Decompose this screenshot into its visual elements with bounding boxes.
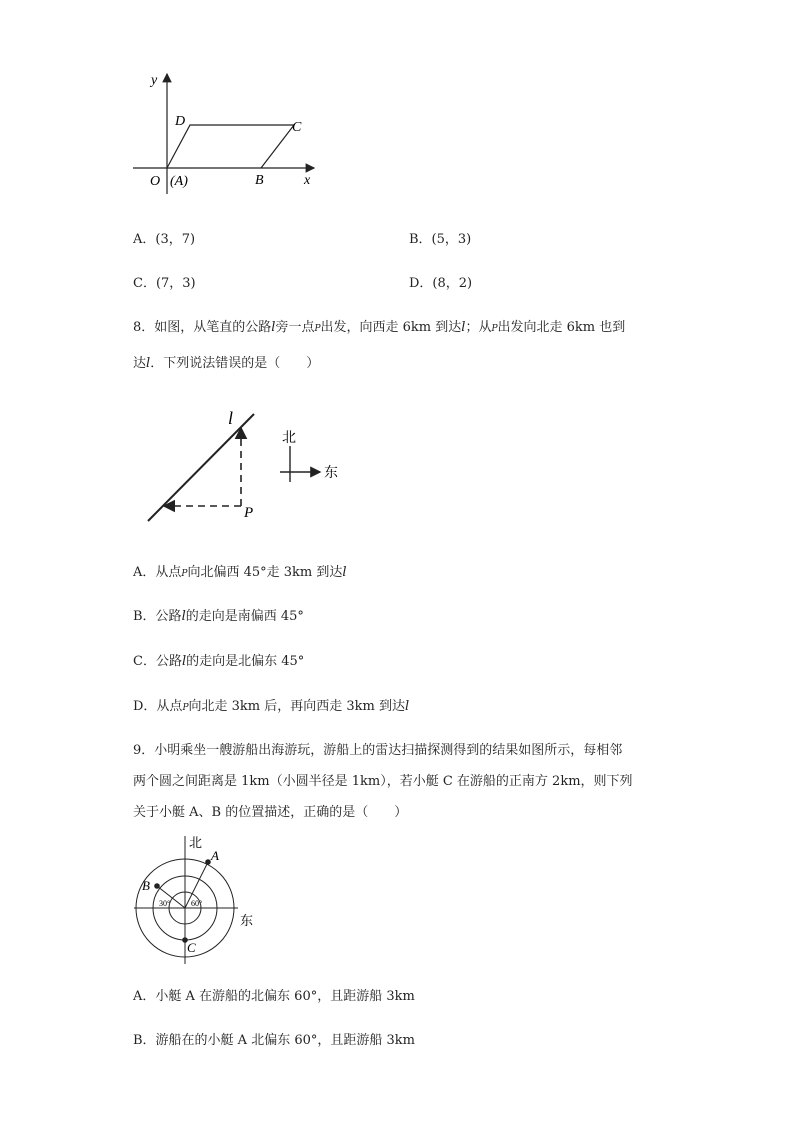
radar-north: 北 bbox=[189, 835, 203, 850]
point-b bbox=[154, 883, 160, 889]
var-l: l bbox=[404, 699, 410, 714]
q7-option-a: A．(3，7) bbox=[133, 232, 196, 247]
q9-stem-line2: 两个圆之间距离是 1km（小圆半径是 1km），若小艇 C 在游船的正南方 2km，则下列 bbox=[133, 774, 633, 789]
var-p: P bbox=[182, 703, 189, 713]
var-l: l bbox=[342, 565, 347, 580]
label-b: B bbox=[142, 878, 150, 893]
q8-text: 8．如图，从笔直的公路 bbox=[133, 320, 272, 335]
point-d-label: D bbox=[175, 114, 186, 129]
q8-option-a bbox=[133, 561, 347, 580]
q8-option-c bbox=[133, 650, 304, 669]
q8-stem-line1 bbox=[133, 316, 625, 335]
parallelogram-shape bbox=[167, 125, 294, 168]
angle-30: 30° bbox=[159, 899, 171, 908]
point-b-label: B bbox=[255, 173, 264, 188]
compass-north: 北 bbox=[282, 431, 296, 446]
var-l: l bbox=[271, 320, 276, 335]
parallelogram-figure bbox=[128, 68, 328, 198]
q7-option-d: D．(8，2) bbox=[409, 276, 473, 291]
var-l: l bbox=[181, 609, 186, 624]
var-l: l bbox=[146, 356, 151, 371]
var-l: l bbox=[181, 654, 187, 669]
q8-text: A．从点 bbox=[133, 565, 182, 580]
label-l: l bbox=[228, 408, 234, 428]
radar-east: 东 bbox=[240, 913, 254, 928]
q8-text: 达 bbox=[133, 356, 147, 371]
road-figure bbox=[140, 402, 350, 527]
point-c-label: C bbox=[292, 120, 302, 135]
q7-option-c: C．(7，3) bbox=[133, 276, 196, 291]
q8-text: 的走向是南偏西 45° bbox=[185, 609, 304, 624]
q8-text: D．从点 bbox=[133, 699, 183, 714]
q9-stem-line3: 关于小艇 A、B 的位置描述，正确的是（ ） bbox=[133, 805, 408, 820]
q8-text: 旁一点 bbox=[275, 320, 315, 335]
q7-option-b: B．(5，3) bbox=[409, 232, 472, 247]
q8-option-b bbox=[133, 605, 304, 624]
var-l: l bbox=[461, 320, 466, 335]
compass-east: 东 bbox=[324, 466, 338, 481]
var-p: P bbox=[314, 324, 321, 334]
q8-text: 向北走 3km 后，再向西走 3km 到达 bbox=[188, 699, 405, 714]
q8-text: B．公路 bbox=[133, 609, 182, 624]
q8-stem-line2 bbox=[133, 352, 319, 371]
road-l bbox=[148, 414, 254, 521]
label-c: C bbox=[187, 940, 196, 955]
point-a-label: (A) bbox=[170, 174, 188, 189]
y-axis-label: y bbox=[151, 73, 158, 88]
q9-stem-line1: 9．小明乘坐一艘游船出海游玩，游船上的雷达扫描探测得到的结果如图所示，每相邻 bbox=[133, 743, 623, 758]
radar-figure bbox=[128, 832, 268, 967]
q8-text: 出发，向西走 6km 到达 bbox=[320, 320, 462, 335]
label-a: A bbox=[211, 848, 219, 863]
origin-label: O bbox=[150, 174, 161, 189]
var-p: P bbox=[491, 324, 498, 334]
q8-option-d bbox=[133, 695, 409, 714]
label-p: P bbox=[244, 505, 254, 521]
q8-text: C．公路 bbox=[133, 654, 182, 669]
q9-option-b: B．游船在的小艇 A 北偏东 60°，且距游船 3km bbox=[133, 1033, 415, 1048]
q8-text: 出发向北走 6km 也到 bbox=[497, 320, 626, 335]
angle-60: 60° bbox=[191, 899, 203, 908]
q8-text: ；从 bbox=[465, 320, 492, 335]
var-p: P bbox=[181, 569, 188, 579]
q8-text: 向北偏西 45°走 3km 到达 bbox=[187, 565, 343, 580]
q8-text: 的走向是北偏东 45° bbox=[186, 654, 305, 669]
q9-option-a: A．小艇 A 在游船的北偏东 60°，且距游船 3km bbox=[133, 989, 415, 1004]
q8-text: ．下列说法错误的是（ ） bbox=[150, 356, 320, 371]
point-a bbox=[205, 859, 211, 865]
x-axis-label: x bbox=[304, 173, 311, 188]
